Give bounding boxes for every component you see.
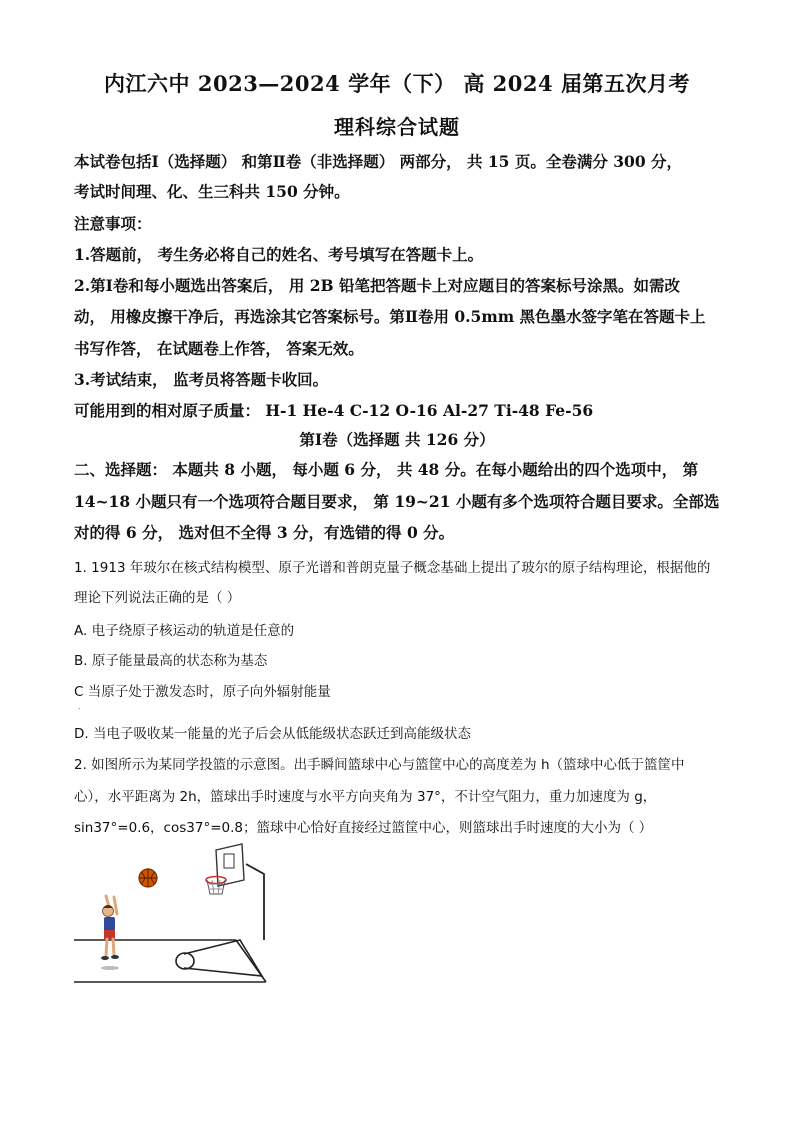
- stray-dot: .: [78, 702, 81, 711]
- player-icon: [101, 896, 119, 970]
- section-title: 第Ⅰ卷（选择题 共 126 分）: [299, 430, 495, 449]
- q1-stem-line-1: 1. 1913 年玻尔在核式结构模型、原子光谱和普朗克量子概念基础上提出了玻尔的原子结构理论，根据他的: [74, 560, 711, 576]
- note-1: 1.答题前， 考生务必将自己的姓名、考号填写在答题卡上。: [74, 245, 484, 264]
- notes-heading: 注意事项：: [74, 214, 152, 233]
- intro-line-1: 本试卷包括Ⅰ（选择题） 和第Ⅱ卷（非选择题） 两部分， 共 15 页。全卷满分 300 分，: [74, 152, 683, 171]
- q1-option-b: B. 原子能量最高的状态称为基态: [74, 653, 268, 669]
- q1-stem-line-2: 理论下列说法正确的是（ ）: [74, 590, 241, 606]
- court-lines: [74, 940, 266, 982]
- q1-option-c: C 当原子处于激发态时，原子向外辐射能量: [74, 684, 331, 700]
- q2-stem-line-2: 心），水平距离为 2h，篮球出手时速度与水平方向夹角为 37°，不计空气阻力，重力加速度为 g，: [74, 789, 657, 805]
- section-instructions-1: 二、选择题： 本题共 8 小题， 每小题 6 分， 共 48 分。在每小题给出的四个选项中， 第: [74, 460, 699, 479]
- note-2-line-3: 书写作答， 在试题卷上作答， 答案无效。: [74, 339, 364, 358]
- note-2-line-1: 2.第Ⅰ卷和每小题选出答案后， 用 2B 铅笔把答题卡上对应题目的答案标号涂黑。如需改: [74, 276, 681, 295]
- q2-stem-line-1: 2. 如图所示为某同学投篮的示意图。出手瞬间篮球中心与篮筐中心的高度差为 h（篮球中心低于篮筐中: [74, 757, 685, 773]
- section-instructions-2: 14~18 小题只有一个选项符合题目要求， 第 19~21 小题有多个选项符合题目要求。全部选: [74, 492, 720, 511]
- q2-stem-line-3: sin37°=0.6，cos37°=0.8；篮球中心恰好直接经过篮筐中心，则篮球出手时速度的大小为（ ）: [74, 820, 653, 836]
- exam-title: 内江六中 2023—2024 学年（下） 高 2024 届第五次月考: [104, 71, 690, 96]
- basketball-icon: [139, 869, 157, 887]
- intro-line-2: 考试时间理、化、生三科共 150 分钟。: [74, 182, 350, 201]
- exam-subtitle: 理科综合试题: [334, 115, 460, 139]
- hoop-icon: [206, 844, 264, 940]
- basketball-figure: [70, 842, 280, 992]
- section-instructions-3: 对的得 6 分， 选对但不全得 3 分，有选错的得 0 分。: [74, 523, 455, 542]
- note-3: 3.考试结束， 监考员将答题卡收回。: [74, 370, 329, 389]
- note-2-line-2: 动， 用橡皮擦干净后，再选涂其它答案标号。第Ⅱ卷用 0.5mm 黑色墨水签字笔在答题卡上: [74, 307, 706, 326]
- q1-option-a: A. 电子绕原子核运动的轨道是任意的: [74, 623, 295, 639]
- atomic-masses: 可能用到的相对原子质量： H-1 He-4 C-12 O-16 Al-27 Ti-48 Fe-56: [74, 401, 594, 420]
- q1-option-d: D. 当电子吸收某一能量的光子后会从低能级状态跃迁到高能级状态: [74, 726, 471, 742]
